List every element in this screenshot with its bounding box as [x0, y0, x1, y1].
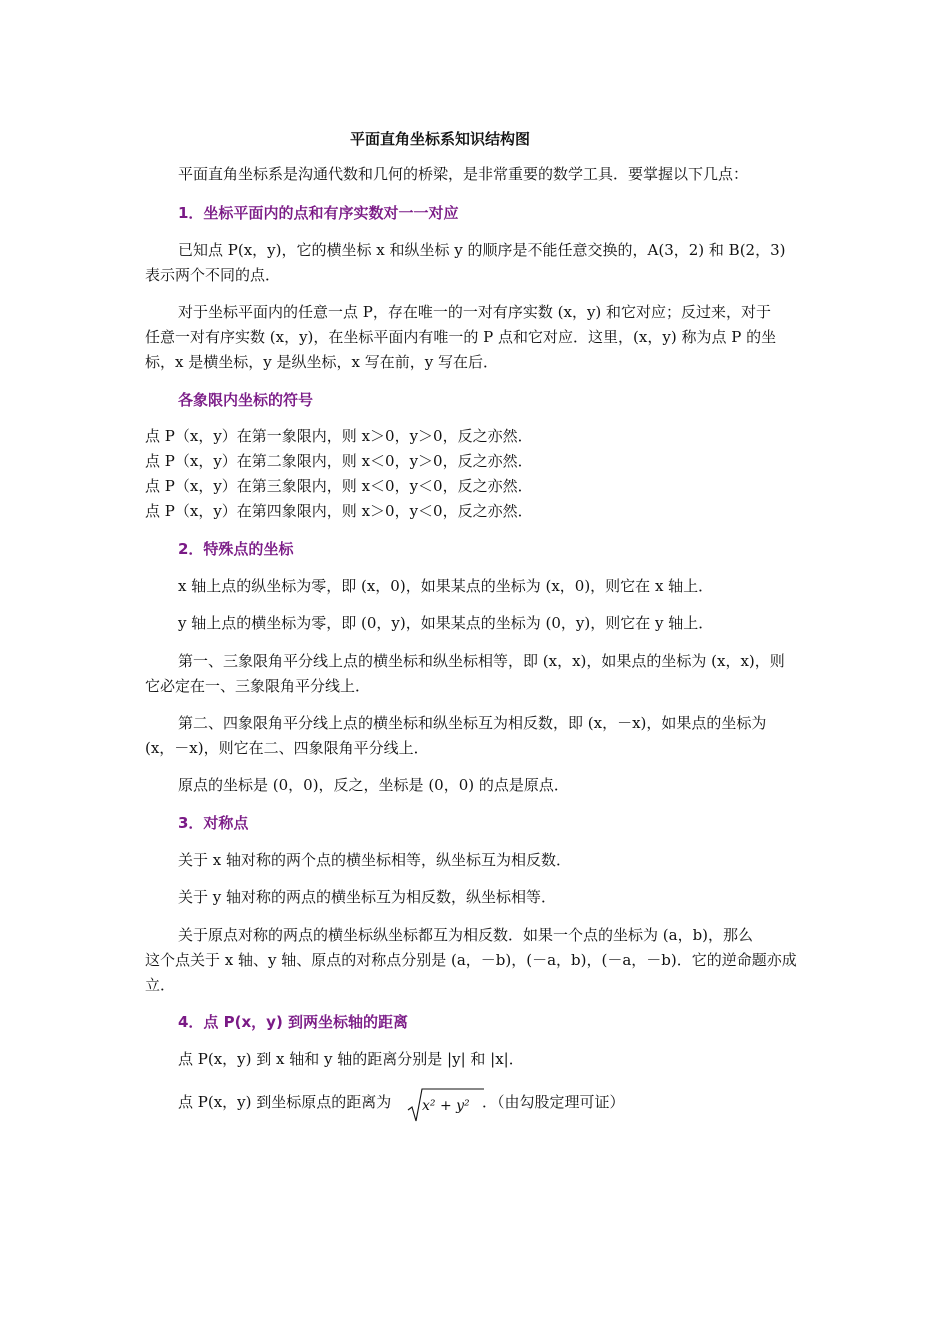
quadrant-rule-3: 点 P（x，y）在第三象限内，则 x＜0，y＜0，反之亦然．: [145, 477, 533, 495]
quadrant-rule-2: 点 P（x，y）在第二象限内，则 x＜0，y＞0，反之亦然．: [145, 452, 533, 470]
quadrant-rule-1: 点 P（x，y）在第一象限内，则 x＞0，y＞0，反之亦然．: [145, 427, 533, 445]
section-4-paragraph-2-text: 点 P(x，y) 到坐标原点的距离为: [178, 1093, 392, 1111]
section-2-paragraph-3-line-2: 它必定在一、三象限角平分线上．: [145, 677, 371, 695]
section-2-paragraph-1: x 轴上点的纵坐标为零，即 (x，0)，如果某点的坐标为 (x，0)，则它在 x 轴上．: [178, 577, 714, 595]
section-3-paragraph-3-line-3: 立．: [145, 976, 176, 994]
section-1-paragraph-2-line-3: 标，x 是横坐标，y 是纵坐标，x 写在前，y 写在后．: [145, 353, 498, 371]
document-title: 平面直角坐标系知识结构图: [349, 130, 530, 148]
section-2-paragraph-4-line-2: (x，－x)，则它在二、四象限角平分线上．: [145, 739, 429, 757]
section-2-paragraph-5: 原点的坐标是 (0，0)，反之，坐标是 (0，0) 的点是原点．: [178, 776, 569, 794]
section-1-paragraph-1-line-2: 表示两个不同的点．: [145, 266, 281, 284]
section-1-heading: 1．坐标平面内的点和有序实数对一一对应: [178, 204, 459, 222]
section-2-paragraph-2: y 轴上点的横坐标为零，即 (0，y)，如果某点的坐标为 (0，y)，则它在 y 轴上．: [178, 614, 714, 632]
section-4-paragraph-2-note: ．（由勾股定理可证）: [482, 1093, 625, 1111]
intro-paragraph: 平面直角坐标系是沟通代数和几何的桥梁，是非常重要的数学工具．要掌握以下几点：: [178, 165, 749, 183]
quadrant-rule-4: 点 P（x，y）在第四象限内，则 x＞0，y＜0，反之亦然．: [145, 502, 533, 520]
section-4-heading: 4．点 P(x，y) 到两坐标轴的距离: [178, 1013, 409, 1031]
section-3-paragraph-1: 关于 x 轴对称的两个点的横坐标相等，纵坐标互为相反数．: [178, 851, 571, 869]
section-2-paragraph-3-line-1: 第一、三象限角平分线上点的横坐标和纵坐标相等，即 (x，x)，如果点的坐标为 (x，x)，则: [178, 652, 785, 670]
section-3-heading: 3．对称点: [178, 814, 249, 832]
section-2-paragraph-4-line-1: 第二、四象限角平分线上点的横坐标和纵坐标互为相反数，即 (x，－x)，如果点的坐标为: [178, 714, 767, 732]
quadrant-signs-heading: 各象限内坐标的符号: [178, 391, 314, 409]
section-1-paragraph-2-line-2: 任意一对有序实数 (x，y)，在坐标平面内有唯一的 P 点和它对应．这里，(x，y) 称为点 P 的坐: [145, 328, 777, 346]
section-3-paragraph-2: 关于 y 轴对称的两点的横坐标互为相反数，纵坐标相等．: [178, 888, 557, 906]
section-1-paragraph-1-line-1: 已知点 P(x，y)，它的横坐标 x 和纵坐标 y 的顺序是不能任意交换的，A(3，2) 和 B(2，3): [178, 241, 786, 259]
section-1-paragraph-2-line-1: 对于坐标平面内的任意一点 P，存在唯一的一对有序实数 (x，y) 和它对应；反过来，对于: [178, 303, 772, 321]
square-root-formula: [406, 1086, 486, 1124]
section-4-paragraph-1: 点 P(x，y) 到 x 轴和 y 轴的距离分别是 |y| 和 |x|．: [178, 1050, 524, 1068]
section-2-heading: 2．特殊点的坐标: [178, 540, 294, 558]
section-3-paragraph-3-line-1: 关于原点对称的两点的横坐标纵坐标都互为相反数．如果一个点的坐标为 (a，b)，那么: [178, 926, 754, 944]
radicand-expression: x² + y²: [422, 1098, 470, 1114]
section-3-paragraph-3-line-2: 这个点关于 x 轴、y 轴、原点的对称点分别是 (a，－b)，(－a，b)，(－a，－b)．它的逆命题亦成: [145, 951, 797, 969]
